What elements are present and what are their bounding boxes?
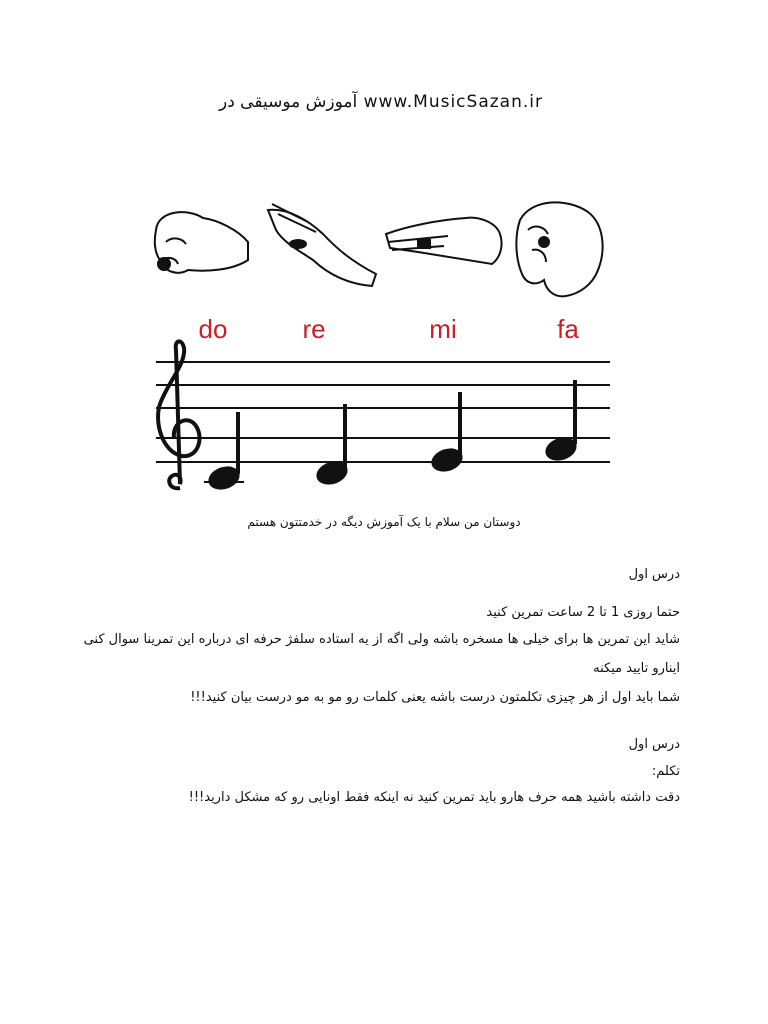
- note-re: [313, 404, 350, 488]
- paragraph-line-3: شما باید اول از هر چیزی تکلمتون درست باشه یعنی کلمات رو مو به مو درست بیان کنید!!!: [190, 690, 680, 705]
- title-persian: آموزش موسیقی در: [219, 92, 358, 112]
- note-mi: [428, 392, 465, 475]
- intro-caption: دوستان من سلام با یک آموزش دیگه در خدمتتون هستم: [247, 515, 521, 529]
- solfege-mi: mi: [429, 314, 457, 344]
- solfege-figure: [148, 190, 618, 500]
- lesson-heading-2: درس اول: [628, 737, 680, 752]
- solfege-fa: fa: [557, 314, 579, 344]
- paragraph-line-4: دقت داشته باشید همه حرف هارو باید تمرین کنید نه اینکه فقط اونایی رو که مشکل دارید!!!: [188, 790, 680, 805]
- paragraph-line-1: شاید این تمرین ها برای خیلی ها مسخره باشه ولی اگه از یه استاده سلفژ حرفه ای درباره این تمرینا سوال کنی: [83, 632, 680, 647]
- site-url: www.MusicSazan.ir: [363, 92, 543, 112]
- solfege-re: re: [302, 314, 326, 344]
- fist-hand-icon: [155, 212, 248, 273]
- practice-duration: حتما روزی 1 تا 2 ساعت تمرین کنید: [486, 605, 680, 620]
- lesson-heading-1: درس اول: [628, 567, 680, 582]
- downward-hand-icon: [516, 202, 602, 296]
- flat-hand-icon: [386, 218, 502, 264]
- slanted-hand-icon: [268, 204, 376, 286]
- note-fa: [542, 380, 579, 464]
- note-do: [204, 412, 244, 493]
- paragraph-line-2: اینارو تایید میکنه: [593, 661, 680, 676]
- solfege-do: do: [198, 314, 228, 344]
- articulation-label: تکلم:: [651, 764, 680, 779]
- treble-clef-icon: [158, 341, 199, 488]
- music-staff: [156, 362, 610, 462]
- page-title: [0, 92, 768, 112]
